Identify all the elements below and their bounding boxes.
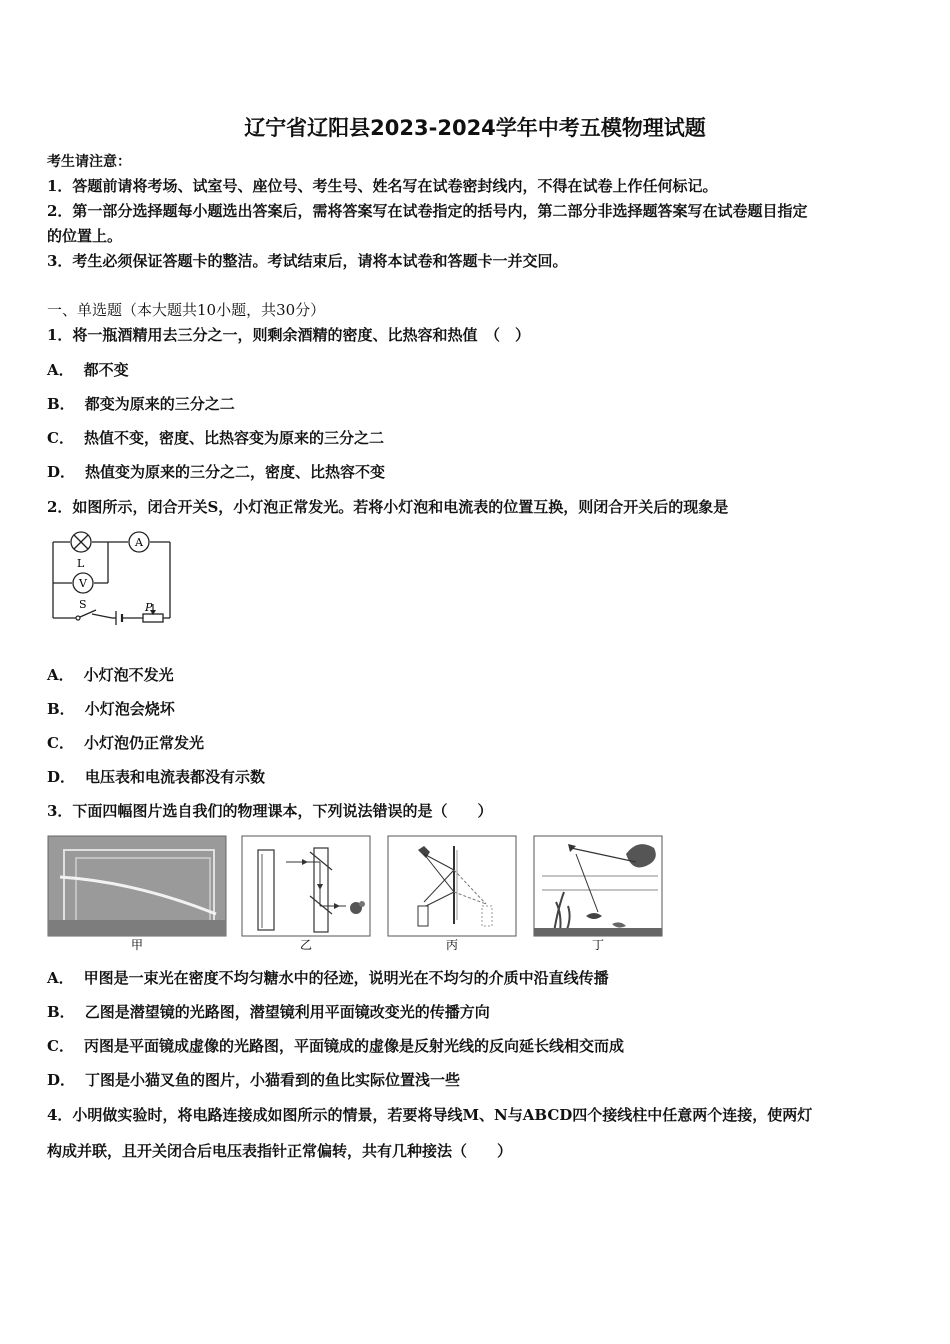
q1-option-c [47,428,384,448]
switch-icon [76,610,96,620]
notice-heading: 考生请注意： [47,154,131,170]
figure-bing [388,836,516,936]
q2-option-b [47,699,175,719]
q1-stem: 1．将一瓶酒精用去三分之一，则剩余酒精的密度、比热容和热值 （ ） [47,326,530,344]
option-text: 都不变 [83,361,129,379]
option-label: D． [47,463,76,481]
option-text: 乙图是潜望镜的光路图，潜望镜利用平面镜改变光的传播方向 [84,1003,490,1021]
figure-ding [534,836,662,936]
option-text: 丙图是平面镜成虚像的光路图，平面镜成的虚像是反射光线的反向延长线相交而成 [83,1037,624,1055]
voltmeter-label: V [79,577,87,590]
ammeter-label: A [135,536,143,549]
circuit-diagram [46,530,176,630]
slider-label: P [145,601,153,614]
page-title: 辽宁省辽阳县2023-2024学年中考五模物理试题 [244,116,706,140]
switch-label: S [79,598,87,611]
q2-stem: 2．如图所示，闭合开关S，小灯泡正常发光。若将小灯泡和电流表的位置互换，则闭合开关后的现象是 [47,498,729,516]
option-label: A． [47,361,74,379]
option-label: A． [47,666,74,684]
figure-label-ding: 丁 [591,938,605,952]
option-label: C． [47,429,74,447]
q3-option-d [47,1070,460,1090]
section-heading: 一、单选题（本大题共10小题，共30分） [47,301,326,319]
option-text: 甲图是一束光在密度不均匀糖水中的径迹，说明光在不均匀的介质中沿直线传播 [83,969,609,987]
option-text: 丁图是小猫叉鱼的图片，小猫看到的鱼比实际位置浅一些 [85,1071,461,1089]
q3-option-a [47,968,609,988]
option-label: D． [47,768,76,786]
notice-item-2: 2．第一部分选择题每小题选出答案后，需将答案写在试卷指定的括号内，第二部分非选择题答案写在试卷题目指定 [47,202,808,220]
q4-stem-line1: 4．小明做实验时，将电路连接成如图所示的情景，若要将导线M、N与ABCD四个接线柱中任意两个连接，使两灯 [47,1106,813,1124]
option-text: 电压表和电流表都没有示数 [85,768,266,786]
option-text: 小灯泡不发光 [83,666,174,684]
option-text: 小灯泡会烧坏 [84,700,175,718]
lamp-icon [71,532,91,552]
q3-stem: 3．下面四幅图片选自我们的物理课本，下列说法错误的是（ ） [47,802,493,820]
notice-item-2-cont: 的位置上。 [47,227,123,245]
option-label: D． [47,1071,76,1089]
option-label: B． [47,700,75,718]
option-label: C． [47,734,74,752]
q2-option-d [47,767,265,787]
q2-option-c [47,733,204,753]
figure-label-yi: 乙 [299,938,313,952]
option-label: C． [47,1037,74,1055]
notice-item-1: 1．答题前请将考场、试室号、座位号、考生号、姓名写在试卷密封线内，不得在试卷上作任何标记。 [47,177,718,195]
option-text: 小灯泡仍正常发光 [83,734,204,752]
q3-figures [46,832,671,954]
q1-option-b [47,394,235,414]
option-text: 热值不变，密度、比热容变为原来的三分之二 [83,429,384,447]
q1-option-d [47,462,385,482]
q3-option-b [47,1002,490,1022]
battery-icon [116,611,122,625]
option-text: 都变为原来的三分之二 [84,395,235,413]
q1-option-a [47,360,129,380]
q4-stem-line2: 构成并联，且开关闭合后电压表指针正常偏转，共有几种接法（ ） [47,1142,513,1160]
figure-jia [48,836,226,936]
option-label: B． [47,1003,75,1021]
option-text: 热值变为原来的三分之二，密度、比热容不变 [85,463,386,481]
figure-label-jia: 甲 [130,938,144,952]
option-label: A． [47,969,74,987]
lamp-label: L [77,557,85,570]
figure-yi [242,836,370,936]
figure-label-bing: 丙 [445,938,459,952]
q2-option-a [47,665,174,685]
q3-option-c [47,1036,624,1056]
option-label: B． [47,395,75,413]
notice-item-3: 3．考生必须保证答题卡的整洁。考试结束后，请将本试卷和答题卡一并交回。 [47,252,568,270]
